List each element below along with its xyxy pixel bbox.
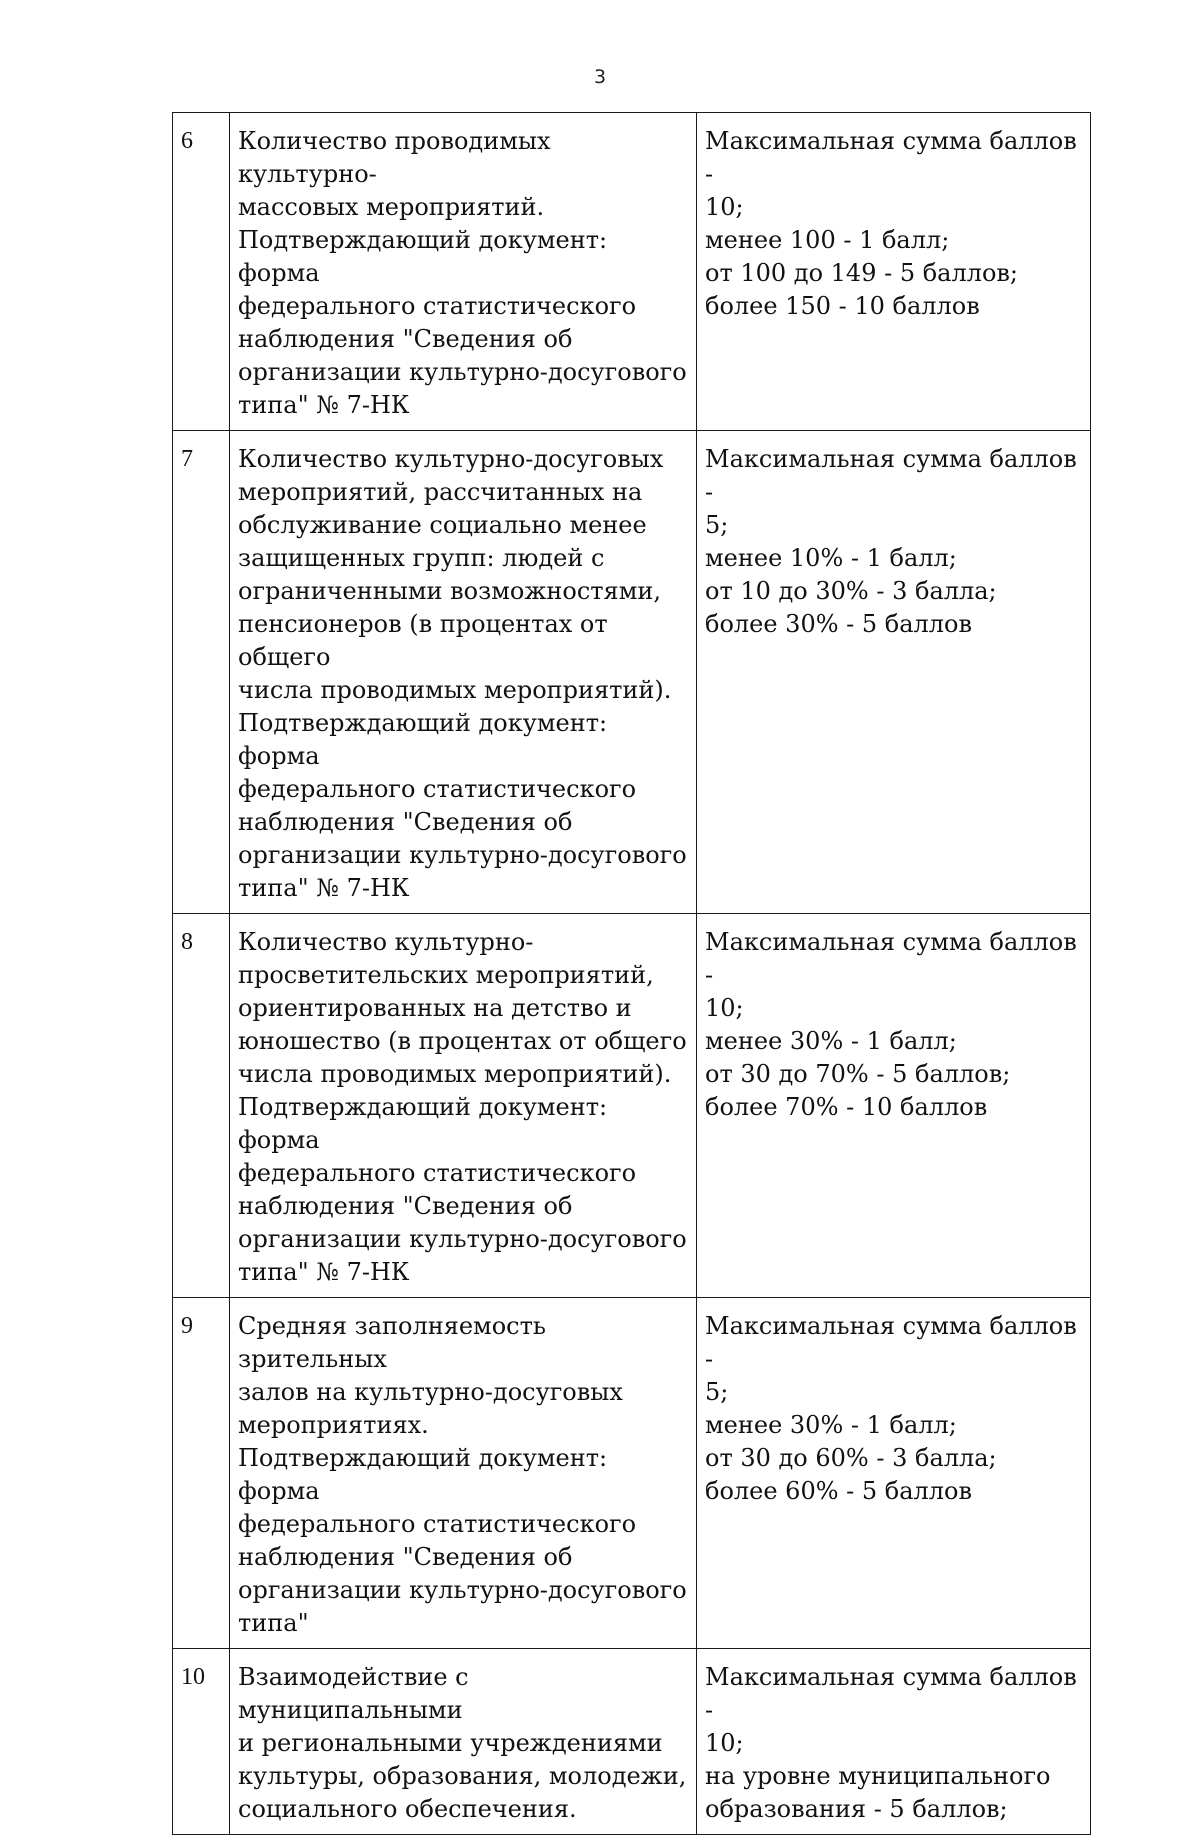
criterion-description: Количество культурно-досуговых мероприятий, рассчитанных на обслуживание социально менее защищенных групп: людей с ограниченными возможностями, пенсионеров (в процентах от общего числа проводимых мероприятий). Подтверждающий документ: форма федерального статистического наблюдения "Сведения об организации культурно-досугового типа" № 7-НК: [230, 431, 697, 914]
table-row: [173, 113, 1091, 431]
criterion-description: Количество культурно- просветительских мероприятий, ориентированных на детство и юношество (в процентах от общего числа проводимых мероприятий). Подтверждающий документ: форма федерального статистического наблюдения "Сведения об организации культурно-досугового типа" № 7-НК: [230, 914, 697, 1298]
criterion-description: Средняя заполняемость зрительных залов на культурно-досуговых мероприятиях. Подтверждающий документ: форма федерального статистического наблюдения "Сведения об организации культурно-досугового типа": [230, 1298, 697, 1649]
scoring-rule: Максимальная сумма баллов - 5; менее 30% - 1 балл; от 30 до 60% - 3 балла; более 60% - 5 баллов: [697, 1298, 1091, 1649]
criteria-table: [172, 112, 1091, 1835]
table-row: [173, 914, 1091, 1298]
scoring-rule: Максимальная сумма баллов - 10; менее 100 - 1 балл; от 100 до 149 - 5 баллов; более 150 - 10 баллов: [697, 113, 1091, 431]
table-row: [173, 1298, 1091, 1649]
scoring-rule: Максимальная сумма баллов - 5; менее 10% - 1 балл; от 10 до 30% - 3 балла; более 30% - 5 баллов: [697, 431, 1091, 914]
page-number: 3: [593, 66, 607, 88]
table-row: [173, 1649, 1091, 1835]
criterion-description: Количество проводимых культурно- массовых мероприятий. Подтверждающий документ: форма федерального статистического наблюдения "Сведения об организации культурно-досугового типа" № 7-НК: [230, 113, 697, 431]
row-number: 9: [173, 1298, 230, 1649]
criterion-description: Взаимодействие с муниципальными и региональными учреждениями культуры, образования, молодежи, социального обеспечения.: [230, 1649, 697, 1835]
row-number: 6: [173, 113, 230, 431]
row-number: 8: [173, 914, 230, 1298]
scoring-rule: Максимальная сумма баллов - 10; на уровне муниципального образования - 5 баллов;: [697, 1649, 1091, 1835]
table-row: [173, 431, 1091, 914]
scoring-rule: Максимальная сумма баллов - 10; менее 30% - 1 балл; от 30 до 70% - 5 баллов; более 70% - 10 баллов: [697, 914, 1091, 1298]
row-number: 7: [173, 431, 230, 914]
row-number: 10: [173, 1649, 230, 1835]
